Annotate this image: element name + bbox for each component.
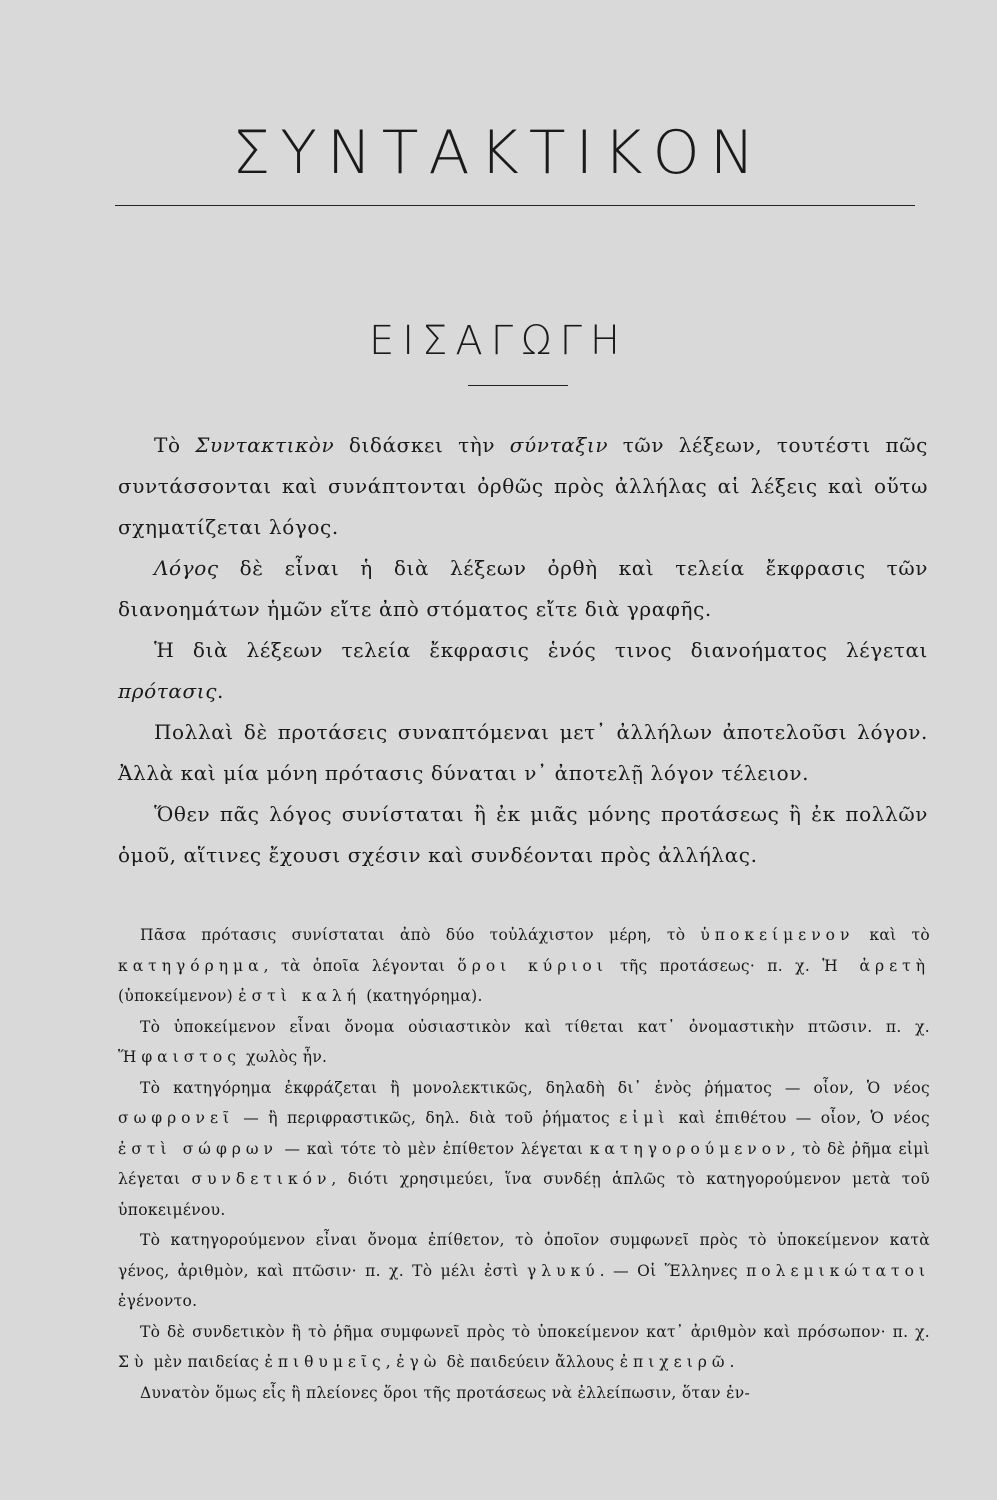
- page-title: ΣΥΝΤΑΚΤΙΚΟΝ: [232, 118, 765, 188]
- spaced-term: γλυκύ: [527, 1261, 600, 1280]
- text-run: (ὑποκείμενον): [118, 987, 239, 1005]
- text-run: .: [217, 679, 224, 703]
- paragraph: [118, 1225, 930, 1317]
- spaced-term: πολεμικώτατοι: [746, 1261, 930, 1280]
- spaced-term: Ἥφαιστος: [118, 1048, 241, 1066]
- text-run: — ἢ περιφραστικῶς, δηλ. διὰ τοῦ ῥήματος: [234, 1109, 620, 1127]
- spaced-term: σωφρονεῖ: [118, 1109, 235, 1127]
- text-run: Τὸ κατηγόρημα ἐκφράζεται ἢ μονολεκτικῶς, δηλαδὴ δι᾽ ἑνὸς ῥήματος — οἷον, Ὁ νέος: [140, 1078, 930, 1097]
- paragraph: Ὅθεν πᾶς λόγος συνίσταται ἢ ἐκ μιᾶς μόνης προτάσεως ἢ ἐκ πολλῶν ὁμοῦ, αἵτινες ἔχουσι σχέσιν καὶ συνδέονται πρὸς ἀλλήλας.: [118, 802, 928, 867]
- title-rule: [115, 205, 915, 206]
- paragraph: [118, 548, 928, 630]
- paragraph: Δυνατὸν ὅμως εἷς ἢ πλείονες ὅροι τῆς προτάσεως νὰ ἐλλείπωσιν, ὅταν ἐν-: [140, 1383, 750, 1402]
- text-run: μὲν παιδείας: [148, 1353, 265, 1371]
- text-run: Ἡ διὰ λέξεων τελεία ἔκφρασις ἑνός τινος διανοήματος λέγεται: [154, 638, 928, 662]
- spaced-term: ἐγὼ: [396, 1353, 442, 1371]
- text-run: , τὸ δὲ ῥῆμα εἰμὶ λέγεται: [118, 1139, 930, 1188]
- spaced-term: κατηγορούμενον: [589, 1139, 791, 1158]
- emphasis: πρότασις: [118, 679, 218, 703]
- small-print-text: [118, 920, 930, 1408]
- emphasis: Συντακτικὸν: [195, 433, 335, 457]
- paragraph: [118, 630, 928, 712]
- text-run: Τὸ: [154, 433, 196, 457]
- text-run: Πᾶσα πρότασις συνίσταται ἀπὸ δύο τοὐλάχιστον μέρη, τὸ: [140, 926, 701, 944]
- spaced-term: ἐστὶ σώφρων: [118, 1139, 278, 1158]
- main-text: [118, 425, 928, 876]
- paragraph: [118, 1317, 930, 1378]
- paragraph: [118, 1073, 930, 1226]
- text-run: — καὶ τότε τὸ μὲν ἐπίθετον λέγεται: [277, 1139, 590, 1158]
- text-run: καὶ τὸ: [854, 926, 931, 944]
- spaced-term: κατηγόρημα: [118, 956, 264, 975]
- text-run: Τὸ ὑποκείμενον εἶναι ὄνομα οὐσιαστικὸν καὶ τίθεται κατ᾽ ὀνομαστικὴν πτῶσιν. π. χ.: [140, 1017, 930, 1036]
- text-run: Τὸ κατηγορούμενον εἶναι ὄνομα ἐπίθετον, τὸ ὁποῖον συμφωνεῖ πρὸς τὸ ὑποκείμενον κατὰ γένος, ἀριθμὸν, καὶ πτῶσιν· π. χ. Τὸ μέλι ἐστὶ: [118, 1231, 930, 1280]
- paragraph: [118, 1012, 930, 1073]
- spaced-term: ἐπιθυμεῖς: [264, 1353, 386, 1371]
- spaced-term: ὅροι κύριοι: [457, 956, 608, 975]
- paragraph: Πολλαὶ δὲ προτάσεις συναπτόμεναι μετ᾽ ἀλλήλων ἀποτελοῦσι λόγον. Ἀλλὰ καὶ μία μόνη πρότασις δύναται ν᾽ ἀποτελῇ λόγον τέλειον.: [118, 720, 928, 785]
- heading-rule: [468, 385, 568, 386]
- text-run: Τὸ δὲ συνδετικὸν ἢ τὸ ῥῆμα συμφωνεῖ πρὸς τὸ ὑποκείμενον κατ᾽ ἀριθμὸν καὶ πρόσωπον· π. χ.: [140, 1322, 930, 1341]
- spaced-term: Ἡ ἀρετὴ: [822, 956, 930, 975]
- paragraph: [118, 425, 928, 548]
- section-heading: ΕΙΣΑΓΩΓΗ: [369, 318, 628, 364]
- text-run: δὲ εἶναι ἡ διὰ λέξεων ὀρθὴ καὶ τελεία ἔκφρασις τῶν διανοημάτων ἡμῶν εἴτε ἀπὸ στόματος εἴτε διὰ γραφῆς.: [118, 556, 928, 621]
- spaced-term: εἰμὶ: [619, 1109, 670, 1127]
- text-run: τῶν λέξεων, τουτέστι πῶς συντάσσονται καὶ συνάπτονται ὀρθῶς πρὸς ἀλλήλας αἱ λέξεις καὶ οὕτω σχηματίζεται λόγος.: [118, 433, 928, 539]
- text-run: ἐγένοντο.: [118, 1292, 198, 1310]
- text-run: , τὰ ὁποῖα λέγονται: [263, 956, 458, 975]
- text-run: διδάσκει τὴν: [334, 433, 510, 457]
- text-run: ,: [385, 1353, 397, 1371]
- text-run: (κατηγόρημα).: [361, 987, 483, 1005]
- spaced-term: ἐπιχειρῶ: [619, 1353, 730, 1371]
- spaced-term: ὑποκείμενον: [700, 926, 855, 944]
- spaced-term: συνδετικόν: [191, 1170, 332, 1188]
- text-run: . — Οἱ Ἕλληνες: [599, 1261, 747, 1280]
- text-run: , διότι χρησιμεύει, ἵνα συνδέῃ ἁπλῶς τὸ κατηγορούμενον μετὰ τοῦ ὑποκειμένου.: [118, 1170, 930, 1219]
- emphasis: Λόγος: [154, 556, 219, 580]
- text-run: δὲ παιδεύειν ἄλλους: [441, 1353, 620, 1371]
- text-run: καὶ ἐπιθέτου — οἷον, Ὁ νέος: [669, 1109, 930, 1127]
- text-run: τῆς προτάσεως· π. χ.: [607, 956, 823, 975]
- spaced-term: ἐστὶ καλή: [238, 987, 361, 1005]
- emphasis: σύνταξιν: [509, 433, 609, 457]
- text-run: .: [729, 1353, 735, 1371]
- text-run: χωλὸς ἦν.: [240, 1048, 328, 1066]
- paragraph: [118, 920, 930, 1012]
- spaced-term: Σὺ: [118, 1353, 149, 1371]
